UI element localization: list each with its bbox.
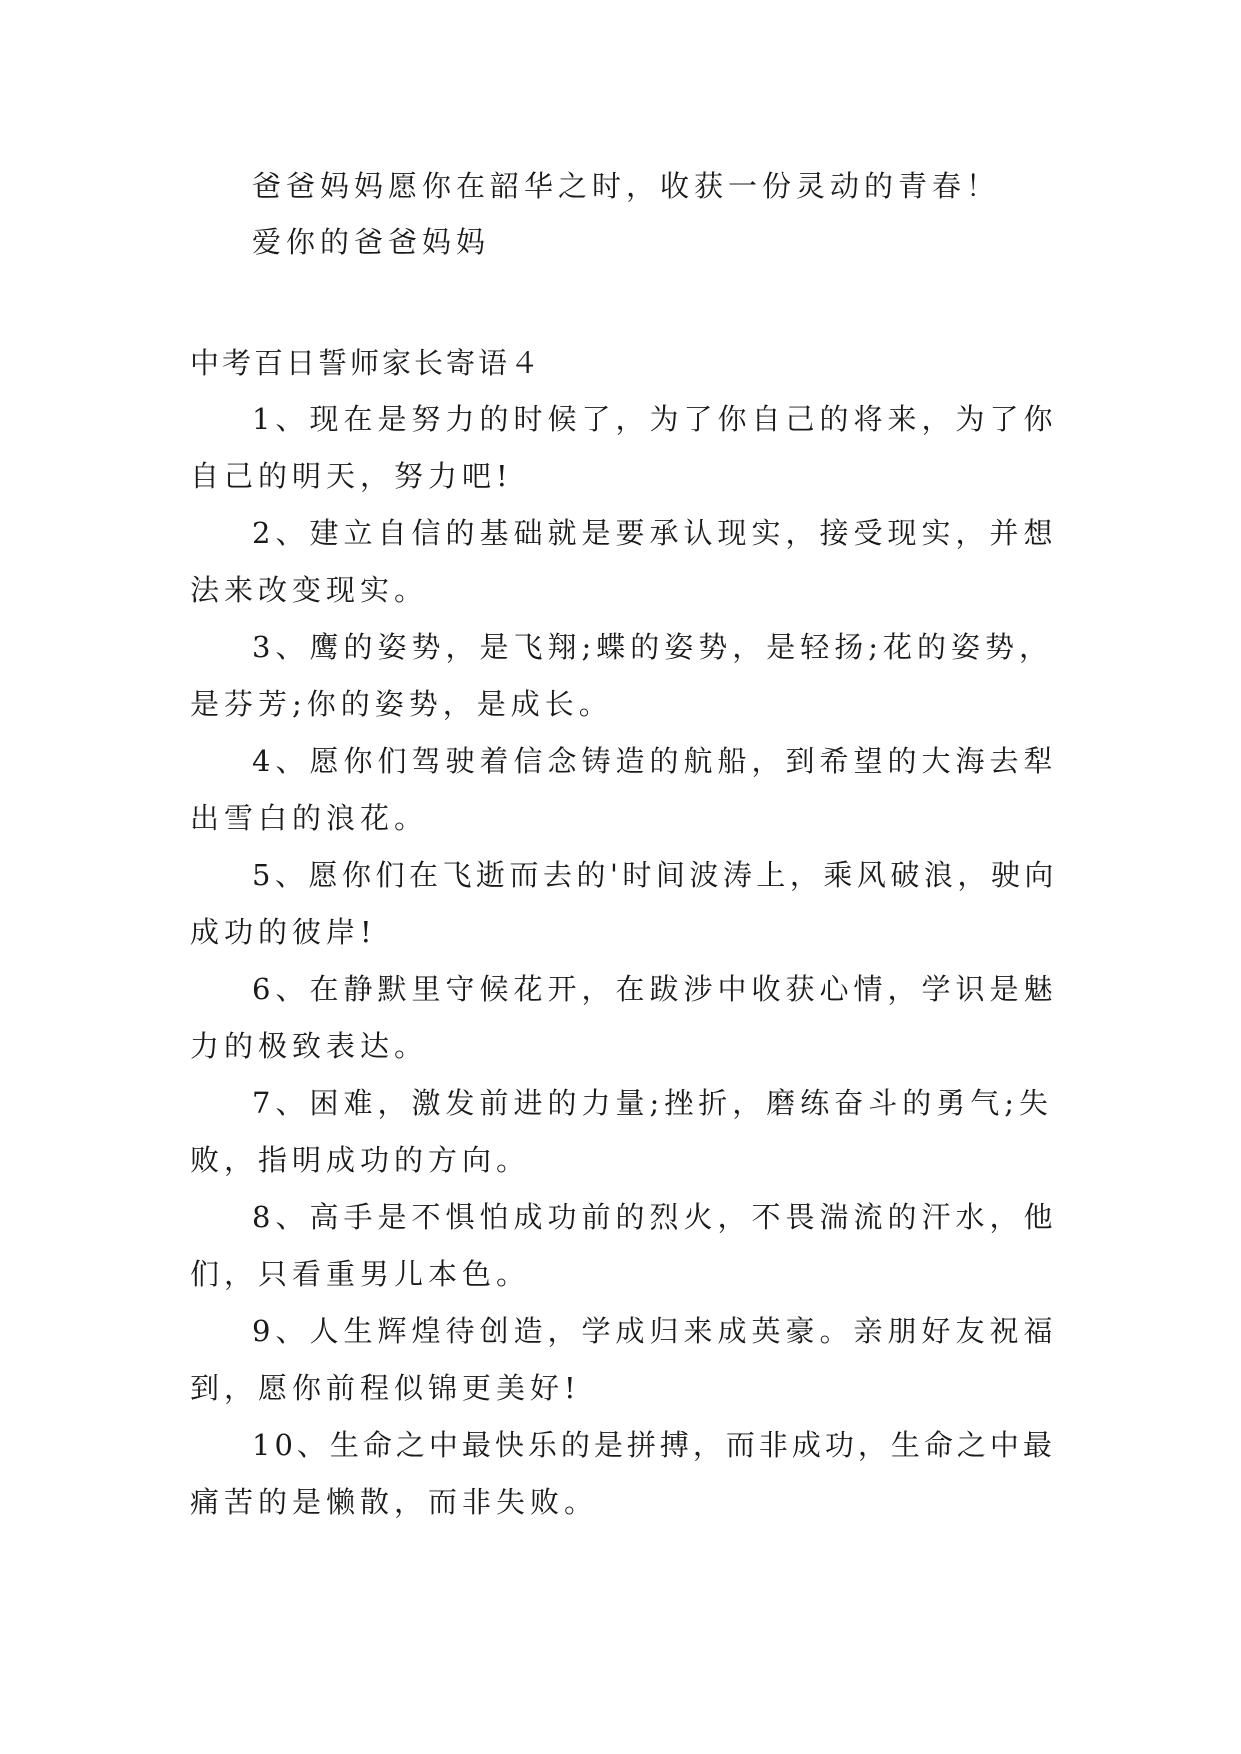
list-item-line: 10、生命之中最快乐的是拼搏，而非成功，生命之中最: [252, 1428, 1056, 1462]
list-item-line: 2、建立自信的基础就是要承认现实，接受现实，并想: [252, 516, 1058, 550]
list-item-line: 9、人生辉煌待创造，学成归来成英豪。亲朋好友祝福: [252, 1314, 1058, 1348]
list-item-line: 8、高手是不惧怕成功前的烈火，不畏湍流的汗水，他: [252, 1200, 1058, 1234]
list-item-line: 3、鹰的姿势，是飞翔;蝶的姿势，是轻扬;花的姿势，: [252, 630, 1053, 664]
list-item-line: 7、困难，激发前进的力量;挫折，磨练奋斗的勇气;失: [252, 1086, 1053, 1120]
list-item-line: 是芬芳;你的姿势，是成长。: [190, 687, 613, 721]
list-item-line: 痛苦的是懒散，而非失败。: [190, 1485, 599, 1519]
list-item-line: 们，只看重男儿本色。: [190, 1257, 531, 1291]
list-item-line: 到，愿你前程似锦更美好!: [190, 1371, 581, 1405]
closing-wish: 爸爸妈妈愿你在韶华之时，收获一份灵动的青春！: [252, 169, 1001, 203]
list-item-line: 6、在静默里守候花开，在跋涉中收获心情，学识是魅: [252, 972, 1058, 1006]
list-item-line: 出雪白的浪花。: [190, 801, 429, 835]
section-title: 中考百日誓师家长寄语４: [190, 346, 543, 380]
list-item-line: 1、现在是努力的时候了，为了你自己的将来，为了你: [252, 402, 1058, 436]
list-item-line: 5、愿你们在飞逝而去的'时间波涛上，乘风破浪，驶向: [252, 858, 1058, 892]
list-item-line: 力的极致表达。: [190, 1029, 429, 1063]
list-item-line: 4、愿你们驾驶着信念铸造的航船，到希望的大海去犁: [252, 744, 1058, 778]
closing-signature: 爱你的爸爸妈妈: [252, 225, 491, 259]
list-item-line: 法来改变现实。: [190, 573, 429, 607]
list-item-line: 败，指明成功的方向。: [190, 1143, 531, 1177]
list-item-line: 成功的彼岸!: [190, 915, 377, 949]
list-item-line: 自己的明天，努力吧!: [190, 459, 513, 493]
